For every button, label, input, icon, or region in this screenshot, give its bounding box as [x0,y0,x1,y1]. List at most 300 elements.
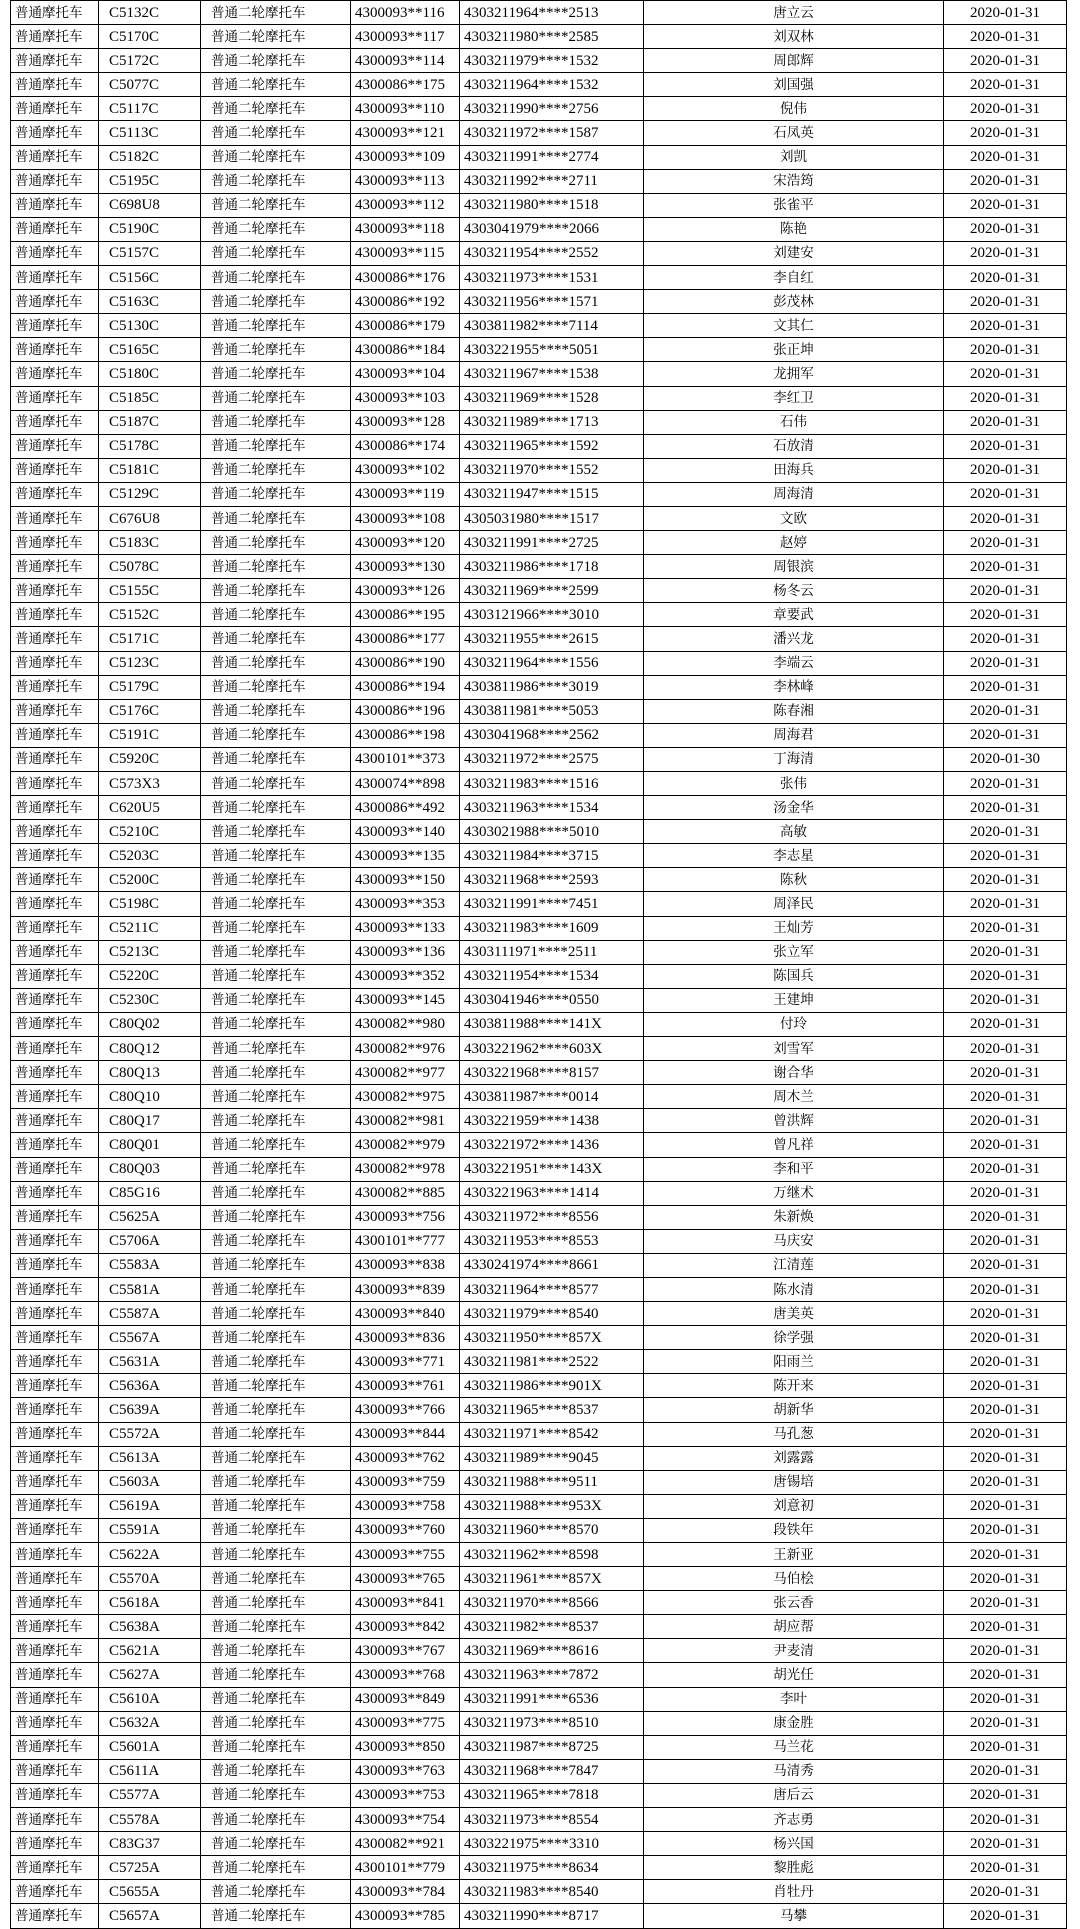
license-code-cell: C5570A [99,1567,201,1591]
table-row [11,1518,1067,1542]
license-code-cell: C5187C [99,410,201,434]
vehicle-class-cell: 普通二轮摩托车 [201,386,351,410]
license-code-cell: C5639A [99,1398,201,1422]
vehicle-class-cell: 普通二轮摩托车 [201,1061,351,1085]
license-type-cell: 普通摩托车 [11,458,99,482]
vehicle-class-cell: 普通二轮摩托车 [201,73,351,97]
license-type-cell: 普通摩托车 [11,1422,99,1446]
date-cell: 2020-01-31 [944,193,1067,217]
vehicle-class-cell: 普通二轮摩托车 [201,25,351,49]
vehicle-class-cell: 普通二轮摩托车 [201,868,351,892]
license-code-cell: C5587A [99,1302,201,1326]
license-number-cell: 4300093**839 [351,1277,460,1301]
date-cell: 2020-01-31 [944,362,1067,386]
table-row [11,1253,1067,1277]
license-code-cell: C5611A [99,1759,201,1783]
vehicle-class-cell: 普通二轮摩托车 [201,1880,351,1904]
id-number-cell: 4303221975****3310 [460,1832,644,1856]
license-code-cell: C80Q01 [99,1133,201,1157]
table-row [11,1085,1067,1109]
date-cell: 2020-01-31 [944,964,1067,988]
date-cell: 2020-01-31 [944,675,1067,699]
holder-name-cell: 唐后云 [644,1783,944,1807]
date-cell: 2020-01-31 [944,796,1067,820]
table-row [11,1711,1067,1735]
license-number-cell: 4300093**353 [351,892,460,916]
date-cell: 2020-01-31 [944,603,1067,627]
date-cell: 2020-01-31 [944,555,1067,579]
table-row [11,1783,1067,1807]
id-number-cell: 4303211963****7872 [460,1663,644,1687]
license-code-cell: C5213C [99,940,201,964]
holder-name-cell: 曾洪辉 [644,1109,944,1133]
license-code-cell: C5113C [99,121,201,145]
id-number-cell: 4303211988****953X [460,1494,644,1518]
table-row [11,1446,1067,1470]
license-type-cell: 普通摩托车 [11,675,99,699]
table-row [11,1567,1067,1591]
license-type-cell: 普通摩托车 [11,314,99,338]
id-number-cell: 4303211956****1571 [460,290,644,314]
id-number-cell: 4303211964****8577 [460,1277,644,1301]
license-number-cell: 4300093**135 [351,844,460,868]
holder-name-cell: 段铁年 [644,1518,944,1542]
id-number-cell: 4303211984****3715 [460,844,644,868]
holder-name-cell: 石凤英 [644,121,944,145]
vehicle-class-cell: 普通二轮摩托车 [201,1759,351,1783]
license-number-cell: 4300093**112 [351,193,460,217]
date-cell: 2020-01-31 [944,1085,1067,1109]
table-row [11,1398,1067,1422]
license-number-cell: 4300086**196 [351,699,460,723]
id-number-cell: 4303211979****8540 [460,1302,644,1326]
license-type-cell: 普通摩托车 [11,169,99,193]
date-cell: 2020-01-31 [944,531,1067,555]
holder-name-cell: 李叶 [644,1687,944,1711]
vehicle-class-cell: 普通二轮摩托车 [201,1904,351,1928]
date-cell: 2020-01-31 [944,627,1067,651]
table-row [11,314,1067,338]
license-code-cell: C5567A [99,1326,201,1350]
license-code-cell: C5631A [99,1350,201,1374]
id-number-cell: 4303811982****7114 [460,314,644,338]
license-code-cell: C5129C [99,482,201,506]
license-type-cell: 普通摩托车 [11,747,99,771]
date-cell: 2020-01-31 [944,241,1067,265]
license-code-cell: C5130C [99,314,201,338]
vehicle-class-cell: 普通二轮摩托车 [201,1783,351,1807]
date-cell: 2020-01-31 [944,1567,1067,1591]
license-type-cell: 普通摩托车 [11,1,99,25]
table-row [11,169,1067,193]
license-type-cell: 普通摩托车 [11,1591,99,1615]
holder-name-cell: 刘露露 [644,1446,944,1470]
table-row [11,217,1067,241]
license-code-cell: C5170C [99,25,201,49]
vehicle-class-cell: 普通二轮摩托车 [201,1808,351,1832]
license-number-cell: 4300093**128 [351,410,460,434]
date-cell: 2020-01-31 [944,1518,1067,1542]
table-row [11,1904,1067,1928]
license-number-cell: 4300093**765 [351,1567,460,1591]
table-row [11,338,1067,362]
date-cell: 2020-01-31 [944,940,1067,964]
holder-name-cell: 刘双林 [644,25,944,49]
holder-name-cell: 阳雨兰 [644,1350,944,1374]
license-type-cell: 普通摩托车 [11,892,99,916]
holder-name-cell: 高敏 [644,820,944,844]
vehicle-class-cell: 普通二轮摩托车 [201,1109,351,1133]
id-number-cell: 4303811987****0014 [460,1085,644,1109]
license-type-cell: 普通摩托车 [11,1615,99,1639]
date-cell: 2020-01-31 [944,1663,1067,1687]
table-row [11,1157,1067,1181]
license-type-cell: 普通摩托车 [11,410,99,434]
id-number-cell: 4303211973****1531 [460,266,644,290]
vehicle-class-cell: 普通二轮摩托车 [201,1832,351,1856]
license-type-cell: 普通摩托车 [11,1687,99,1711]
holder-name-cell: 章要武 [644,603,944,627]
holder-name-cell: 丁海清 [644,747,944,771]
table-row [11,266,1067,290]
license-code-cell: C5200C [99,868,201,892]
table-row [11,482,1067,506]
vehicle-class-cell: 普通二轮摩托车 [201,1615,351,1639]
id-number-cell: 4303211972****2575 [460,747,644,771]
license-type-cell: 普通摩托车 [11,1735,99,1759]
license-number-cell: 4300093**140 [351,820,460,844]
license-code-cell: C5603A [99,1470,201,1494]
license-number-cell: 4300093**126 [351,579,460,603]
license-number-cell: 4300093**754 [351,1808,460,1832]
holder-name-cell: 陈国兵 [644,964,944,988]
license-type-cell: 普通摩托车 [11,1109,99,1133]
holder-name-cell: 周银滨 [644,555,944,579]
vehicle-class-cell: 普通二轮摩托车 [201,1663,351,1687]
vehicle-class-cell: 普通二轮摩托车 [201,49,351,73]
vehicle-class-cell: 普通二轮摩托车 [201,193,351,217]
vehicle-class-cell: 普通二轮摩托车 [201,627,351,651]
license-number-cell: 4300101**373 [351,747,460,771]
license-type-cell: 普通摩托车 [11,338,99,362]
table-row [11,1277,1067,1301]
license-type-cell: 普通摩托车 [11,25,99,49]
license-number-cell: 4300093**120 [351,531,460,555]
table-row [11,362,1067,386]
license-type-cell: 普通摩托车 [11,1133,99,1157]
holder-name-cell: 刘意初 [644,1494,944,1518]
vehicle-class-cell: 普通二轮摩托车 [201,1037,351,1061]
id-number-cell: 4303211965****8537 [460,1398,644,1422]
holder-name-cell: 李红卫 [644,386,944,410]
license-code-cell: C5179C [99,675,201,699]
vehicle-class-cell: 普通二轮摩托车 [201,1374,351,1398]
license-number-cell: 4300086**198 [351,723,460,747]
holder-name-cell: 尹麦清 [644,1639,944,1663]
holder-name-cell: 王建坤 [644,988,944,1012]
holder-name-cell: 马庆安 [644,1229,944,1253]
license-code-cell: C83G37 [99,1832,201,1856]
table-row [11,651,1067,675]
date-cell: 2020-01-31 [944,1470,1067,1494]
id-number-cell: 4303211967****1538 [460,362,644,386]
table-body [11,1,1067,1929]
license-type-cell: 普通摩托车 [11,1302,99,1326]
id-number-cell: 4303041946****0550 [460,988,644,1012]
vehicle-class-cell: 普通二轮摩托车 [201,651,351,675]
vehicle-class-cell: 普通二轮摩托车 [201,314,351,338]
holder-name-cell: 刘凯 [644,145,944,169]
date-cell: 2020-01-31 [944,73,1067,97]
license-number-cell: 4300093**118 [351,217,460,241]
license-type-cell: 普通摩托车 [11,1543,99,1567]
license-code-cell: C5156C [99,266,201,290]
id-number-cell: 4303211991****7451 [460,892,644,916]
license-type-cell: 普通摩托车 [11,723,99,747]
id-number-cell: 4330241974****8661 [460,1253,644,1277]
license-type-cell: 普通摩托车 [11,434,99,458]
date-cell: 2020-01-31 [944,1446,1067,1470]
table-row [11,1,1067,25]
holder-name-cell: 曾凡祥 [644,1133,944,1157]
id-number-cell: 4303211947****1515 [460,482,644,506]
vehicle-class-cell: 普通二轮摩托车 [201,1687,351,1711]
license-number-cell: 4300093**755 [351,1543,460,1567]
table-row [11,796,1067,820]
license-number-cell: 4300093**133 [351,916,460,940]
vehicle-class-cell: 普通二轮摩托车 [201,121,351,145]
license-code-cell: C5178C [99,434,201,458]
license-type-cell: 普通摩托车 [11,1904,99,1928]
vehicle-class-cell: 普通二轮摩托车 [201,555,351,579]
date-cell: 2020-01-31 [944,1374,1067,1398]
vehicle-class-cell: 普通二轮摩托车 [201,410,351,434]
license-code-cell: C5183C [99,531,201,555]
license-code-cell: C5636A [99,1374,201,1398]
table-row [11,145,1067,169]
table-row [11,386,1067,410]
license-number-cell: 4300093**842 [351,1615,460,1639]
license-type-cell: 普通摩托车 [11,1157,99,1181]
table-row [11,25,1067,49]
vehicle-class-cell: 普通二轮摩托车 [201,1181,351,1205]
vehicle-class-cell: 普通二轮摩托车 [201,338,351,362]
license-number-cell: 4300093**150 [351,868,460,892]
license-number-cell: 4300086**195 [351,603,460,627]
table-row [11,1374,1067,1398]
id-number-cell: 4303041968****2562 [460,723,644,747]
id-number-cell: 4303211980****1518 [460,193,644,217]
id-number-cell: 4303211962****8598 [460,1543,644,1567]
vehicle-class-cell: 普通二轮摩托车 [201,362,351,386]
vehicle-class-cell: 普通二轮摩托车 [201,217,351,241]
license-code-cell: C5578A [99,1808,201,1832]
license-record-table [10,0,1067,1929]
holder-name-cell: 张正坤 [644,338,944,362]
license-code-cell: C5632A [99,1711,201,1735]
date-cell: 2020-01-31 [944,1302,1067,1326]
holder-name-cell: 张雀平 [644,193,944,217]
license-type-cell: 普通摩托车 [11,1205,99,1229]
license-number-cell: 4300082**978 [351,1157,460,1181]
vehicle-class-cell: 普通二轮摩托车 [201,1350,351,1374]
date-cell: 2020-01-31 [944,434,1067,458]
id-number-cell: 4303211953****8553 [460,1229,644,1253]
table-row [11,290,1067,314]
table-row [11,1037,1067,1061]
license-type-cell: 普通摩托车 [11,1253,99,1277]
license-number-cell: 4300093**771 [351,1350,460,1374]
license-code-cell: C5601A [99,1735,201,1759]
date-cell: 2020-01-31 [944,1639,1067,1663]
license-type-cell: 普通摩托车 [11,627,99,651]
date-cell: 2020-01-31 [944,1856,1067,1880]
date-cell: 2020-01-31 [944,1687,1067,1711]
id-number-cell: 4303211960****8570 [460,1518,644,1542]
holder-name-cell: 周海君 [644,723,944,747]
license-number-cell: 4300093**756 [351,1205,460,1229]
holder-name-cell: 马清秀 [644,1759,944,1783]
id-number-cell: 4303811981****5053 [460,699,644,723]
id-number-cell: 4303211970****1552 [460,458,644,482]
date-cell: 2020-01-31 [944,1808,1067,1832]
license-number-cell: 4300093**113 [351,169,460,193]
id-number-cell: 4303211968****7847 [460,1759,644,1783]
holder-name-cell: 李林峰 [644,675,944,699]
holder-name-cell: 陈开来 [644,1374,944,1398]
license-code-cell: C5185C [99,386,201,410]
license-code-cell: C80Q12 [99,1037,201,1061]
license-type-cell: 普通摩托车 [11,1350,99,1374]
license-code-cell: C5572A [99,1422,201,1446]
id-number-cell: 4303211989****9045 [460,1446,644,1470]
license-code-cell: C620U5 [99,796,201,820]
vehicle-class-cell: 普通二轮摩托车 [201,579,351,603]
vehicle-class-cell: 普通二轮摩托车 [201,1229,351,1253]
holder-name-cell: 刘雪军 [644,1037,944,1061]
license-type-cell: 普通摩托车 [11,579,99,603]
license-type-cell: 普通摩托车 [11,940,99,964]
holder-name-cell: 刘建安 [644,241,944,265]
holder-name-cell: 彭茂林 [644,290,944,314]
license-code-cell: C5123C [99,651,201,675]
license-type-cell: 普通摩托车 [11,1711,99,1735]
holder-name-cell: 李和平 [644,1157,944,1181]
id-number-cell: 4303211954****1534 [460,964,644,988]
license-code-cell: C80Q13 [99,1061,201,1085]
date-cell: 2020-01-31 [944,49,1067,73]
id-number-cell: 4303211979****1532 [460,49,644,73]
id-number-cell: 4303211991****2725 [460,531,644,555]
license-type-cell: 普通摩托车 [11,362,99,386]
license-code-cell: C5078C [99,555,201,579]
vehicle-class-cell: 普通二轮摩托车 [201,97,351,121]
license-type-cell: 普通摩托车 [11,651,99,675]
holder-name-cell: 陈春湘 [644,699,944,723]
license-code-cell: C5191C [99,723,201,747]
table-row [11,458,1067,482]
vehicle-class-cell: 普通二轮摩托车 [201,531,351,555]
vehicle-class-cell: 普通二轮摩托车 [201,458,351,482]
date-cell: 2020-01-31 [944,1591,1067,1615]
license-number-cell: 4300093**130 [351,555,460,579]
holder-name-cell: 杨冬云 [644,579,944,603]
table-row [11,1808,1067,1832]
date-cell: 2020-01-31 [944,290,1067,314]
date-cell: 2020-01-31 [944,1229,1067,1253]
date-cell: 2020-01-31 [944,651,1067,675]
vehicle-class-cell: 普通二轮摩托车 [201,603,351,627]
license-code-cell: C85G16 [99,1181,201,1205]
license-type-cell: 普通摩托车 [11,482,99,506]
date-cell: 2020-01-31 [944,1832,1067,1856]
license-code-cell: C5117C [99,97,201,121]
holder-name-cell: 胡光任 [644,1663,944,1687]
date-cell: 2020-01-31 [944,579,1067,603]
id-number-cell: 4303211983****1516 [460,772,644,796]
vehicle-class-cell: 普通二轮摩托车 [201,1711,351,1735]
id-number-cell: 4303211963****1534 [460,796,644,820]
table-row [11,1350,1067,1374]
vehicle-class-cell: 普通二轮摩托车 [201,1494,351,1518]
license-number-cell: 4300093**104 [351,362,460,386]
table-row [11,1422,1067,1446]
date-cell: 2020-01-31 [944,1109,1067,1133]
license-type-cell: 普通摩托车 [11,1277,99,1301]
vehicle-class-cell: 普通二轮摩托车 [201,266,351,290]
table-row [11,1543,1067,1567]
license-code-cell: C5182C [99,145,201,169]
id-number-cell: 4303111971****2511 [460,940,644,964]
license-code-cell: C5210C [99,820,201,844]
license-type-cell: 普通摩托车 [11,699,99,723]
date-cell: 2020-01-31 [944,1253,1067,1277]
date-cell: 2020-01-31 [944,1904,1067,1928]
license-code-cell: C676U8 [99,506,201,530]
holder-name-cell: 马攀 [644,1904,944,1928]
vehicle-class-cell: 普通二轮摩托车 [201,1446,351,1470]
license-number-cell: 4300093**110 [351,97,460,121]
license-type-cell: 普通摩托车 [11,290,99,314]
id-number-cell: 4303211983****8540 [460,1880,644,1904]
license-number-cell: 4300082**921 [351,1832,460,1856]
table-row [11,1735,1067,1759]
holder-name-cell: 齐志勇 [644,1808,944,1832]
holder-name-cell: 刘国强 [644,73,944,97]
license-number-cell: 4300082**977 [351,1061,460,1085]
license-number-cell: 4300093**145 [351,988,460,1012]
vehicle-class-cell: 普通二轮摩托车 [201,1398,351,1422]
id-number-cell: 4303211968****2593 [460,868,644,892]
license-number-cell: 4300093**849 [351,1687,460,1711]
license-number-cell: 4300093**115 [351,241,460,265]
license-number-cell: 4300093**841 [351,1591,460,1615]
table-row [11,121,1067,145]
license-number-cell: 4300086**174 [351,434,460,458]
license-number-cell: 4300093**759 [351,1470,460,1494]
holder-name-cell: 徐学强 [644,1326,944,1350]
vehicle-class-cell: 普通二轮摩托车 [201,699,351,723]
license-number-cell: 4300093**136 [351,940,460,964]
holder-name-cell: 王新亚 [644,1543,944,1567]
table-row [11,964,1067,988]
license-type-cell: 普通摩托车 [11,844,99,868]
license-number-cell: 4300082**980 [351,1012,460,1036]
table-row [11,97,1067,121]
id-number-cell: 4303211986****1718 [460,555,644,579]
license-code-cell: C5211C [99,916,201,940]
date-cell: 2020-01-31 [944,410,1067,434]
